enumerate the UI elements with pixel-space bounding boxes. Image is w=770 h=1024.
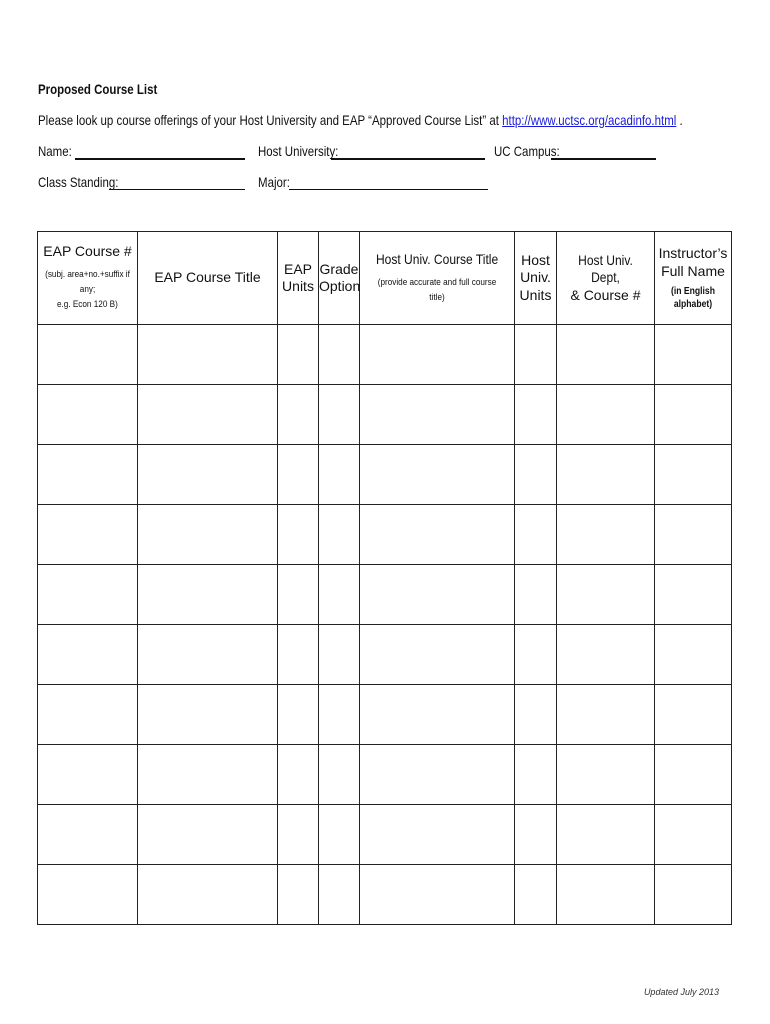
cell-host-course-title[interactable] — [360, 505, 515, 565]
cell-instructor-name[interactable] — [655, 805, 732, 865]
cell-host-course-title[interactable] — [360, 865, 515, 925]
cell-instructor-name[interactable] — [655, 685, 732, 745]
table-header-row — [38, 232, 732, 325]
cell-eap-course-title[interactable] — [138, 625, 278, 685]
acadinfo-link[interactable]: http://www.uctsc.org/acadinfo.html — [502, 112, 677, 128]
table-row — [38, 745, 732, 805]
cell-host-course-title[interactable] — [360, 805, 515, 865]
cell-host-dept[interactable] — [557, 865, 655, 925]
instructions-end: . — [676, 112, 683, 128]
table-row — [38, 325, 732, 385]
cell-instructor-name[interactable] — [655, 385, 732, 445]
cell-instructor-name[interactable] — [655, 625, 732, 685]
page-title: Proposed Course List — [38, 81, 158, 97]
table-row — [38, 565, 732, 625]
cell-host-dept[interactable] — [557, 805, 655, 865]
cell-host-course-title[interactable] — [360, 445, 515, 505]
cell-host-course-title[interactable] — [360, 685, 515, 745]
cell-eap-course-num[interactable] — [38, 805, 138, 865]
cell-host-units[interactable] — [515, 745, 557, 805]
header-grade-option: Grade Option — [319, 232, 360, 325]
major-label: Major: — [258, 174, 290, 190]
class-standing-field[interactable] — [109, 189, 245, 190]
cell-eap-course-num[interactable] — [38, 505, 138, 565]
header-eap-course-num: EAP Course # (subj. area+no.+suffix if any; e.g. Econ 120 B) — [38, 232, 138, 325]
table-row — [38, 505, 732, 565]
cell-grade-option[interactable] — [319, 565, 360, 625]
cell-host-units[interactable] — [515, 865, 557, 925]
cell-eap-course-num[interactable] — [38, 685, 138, 745]
cell-eap-course-title[interactable] — [138, 745, 278, 805]
cell-host-units[interactable] — [515, 565, 557, 625]
cell-host-dept[interactable] — [557, 325, 655, 385]
instructions — [38, 112, 770, 128]
table-row — [38, 625, 732, 685]
cell-grade-option[interactable] — [319, 505, 360, 565]
cell-eap-course-num[interactable] — [38, 625, 138, 685]
header-host-dept: Host Univ. Dept, & Course # — [557, 232, 655, 325]
cell-grade-option[interactable] — [319, 445, 360, 505]
name-label: Name: — [38, 143, 72, 159]
cell-eap-course-title[interactable] — [138, 445, 278, 505]
cell-eap-course-num[interactable] — [38, 325, 138, 385]
cell-eap-units[interactable] — [278, 445, 319, 505]
cell-instructor-name[interactable] — [655, 325, 732, 385]
cell-eap-course-num[interactable] — [38, 445, 138, 505]
cell-eap-units[interactable] — [278, 625, 319, 685]
major-field[interactable] — [289, 189, 488, 190]
cell-host-units[interactable] — [515, 805, 557, 865]
cell-host-units[interactable] — [515, 505, 557, 565]
cell-eap-course-title[interactable] — [138, 805, 278, 865]
header-eap-units: EAP Units — [278, 232, 319, 325]
cell-host-units[interactable] — [515, 445, 557, 505]
cell-grade-option[interactable] — [319, 805, 360, 865]
table-row — [38, 865, 732, 925]
cell-grade-option[interactable] — [319, 325, 360, 385]
host-university-label: Host University: — [258, 143, 339, 159]
table-row — [38, 685, 732, 745]
cell-instructor-name[interactable] — [655, 865, 732, 925]
cell-host-dept[interactable] — [557, 685, 655, 745]
cell-eap-units[interactable] — [278, 685, 319, 745]
cell-eap-course-title[interactable] — [138, 685, 278, 745]
cell-host-dept[interactable] — [557, 745, 655, 805]
cell-eap-course-title[interactable] — [138, 865, 278, 925]
cell-eap-course-title[interactable] — [138, 325, 278, 385]
cell-eap-units[interactable] — [278, 325, 319, 385]
cell-eap-course-title[interactable] — [138, 505, 278, 565]
cell-eap-units[interactable] — [278, 745, 319, 805]
cell-instructor-name[interactable] — [655, 565, 732, 625]
name-field[interactable] — [75, 158, 245, 160]
cell-eap-course-num[interactable] — [38, 565, 138, 625]
cell-host-course-title[interactable] — [360, 385, 515, 445]
cell-grade-option[interactable] — [319, 685, 360, 745]
cell-host-dept[interactable] — [557, 505, 655, 565]
cell-instructor-name[interactable] — [655, 445, 732, 505]
uc-campus-field[interactable] — [551, 158, 656, 160]
cell-eap-units[interactable] — [278, 505, 319, 565]
cell-eap-units[interactable] — [278, 385, 319, 445]
cell-eap-units[interactable] — [278, 565, 319, 625]
instructions-text: Please look up course offerings of your Host University and EAP “Approved Course List” at — [38, 112, 503, 128]
cell-eap-course-title[interactable] — [138, 385, 278, 445]
class-standing-label: Class Standing: — [38, 174, 119, 190]
header-host-units: Host Univ. Units — [515, 232, 557, 325]
cell-host-dept[interactable] — [557, 625, 655, 685]
cell-host-course-title[interactable] — [360, 565, 515, 625]
cell-host-dept[interactable] — [557, 385, 655, 445]
table-row — [38, 385, 732, 445]
cell-host-course-title[interactable] — [360, 625, 515, 685]
cell-host-units[interactable] — [515, 325, 557, 385]
cell-eap-units[interactable] — [278, 805, 319, 865]
cell-host-dept[interactable] — [557, 445, 655, 505]
cell-host-course-title[interactable] — [360, 325, 515, 385]
table-row — [38, 805, 732, 865]
cell-host-course-title[interactable] — [360, 745, 515, 805]
table-row — [38, 445, 732, 505]
header-host-course-title: Host Univ. Course Title (provide accurate and full course title) — [360, 232, 515, 325]
cell-host-units[interactable] — [515, 385, 557, 445]
cell-eap-units[interactable] — [278, 865, 319, 925]
uc-campus-label: UC Campus: — [494, 143, 560, 159]
course-rows — [38, 325, 732, 925]
cell-eap-course-num[interactable] — [38, 745, 138, 805]
host-university-field[interactable] — [331, 158, 485, 160]
cell-eap-course-num[interactable] — [38, 385, 138, 445]
cell-instructor-name[interactable] — [655, 745, 732, 805]
cell-grade-option[interactable] — [319, 385, 360, 445]
cell-host-units[interactable] — [515, 625, 557, 685]
cell-instructor-name[interactable] — [655, 505, 732, 565]
cell-host-dept[interactable] — [557, 565, 655, 625]
cell-host-units[interactable] — [515, 685, 557, 745]
course-table — [37, 231, 732, 925]
cell-eap-course-num[interactable] — [38, 865, 138, 925]
updated-note: Updated July 2013 — [643, 987, 719, 997]
cell-eap-course-title[interactable] — [138, 565, 278, 625]
header-eap-course-title: EAP Course Title — [138, 232, 278, 325]
cell-grade-option[interactable] — [319, 625, 360, 685]
cell-grade-option[interactable] — [319, 865, 360, 925]
header-instructor: Instructor’s Full Name (in English alphabet) — [655, 232, 732, 325]
cell-grade-option[interactable] — [319, 745, 360, 805]
